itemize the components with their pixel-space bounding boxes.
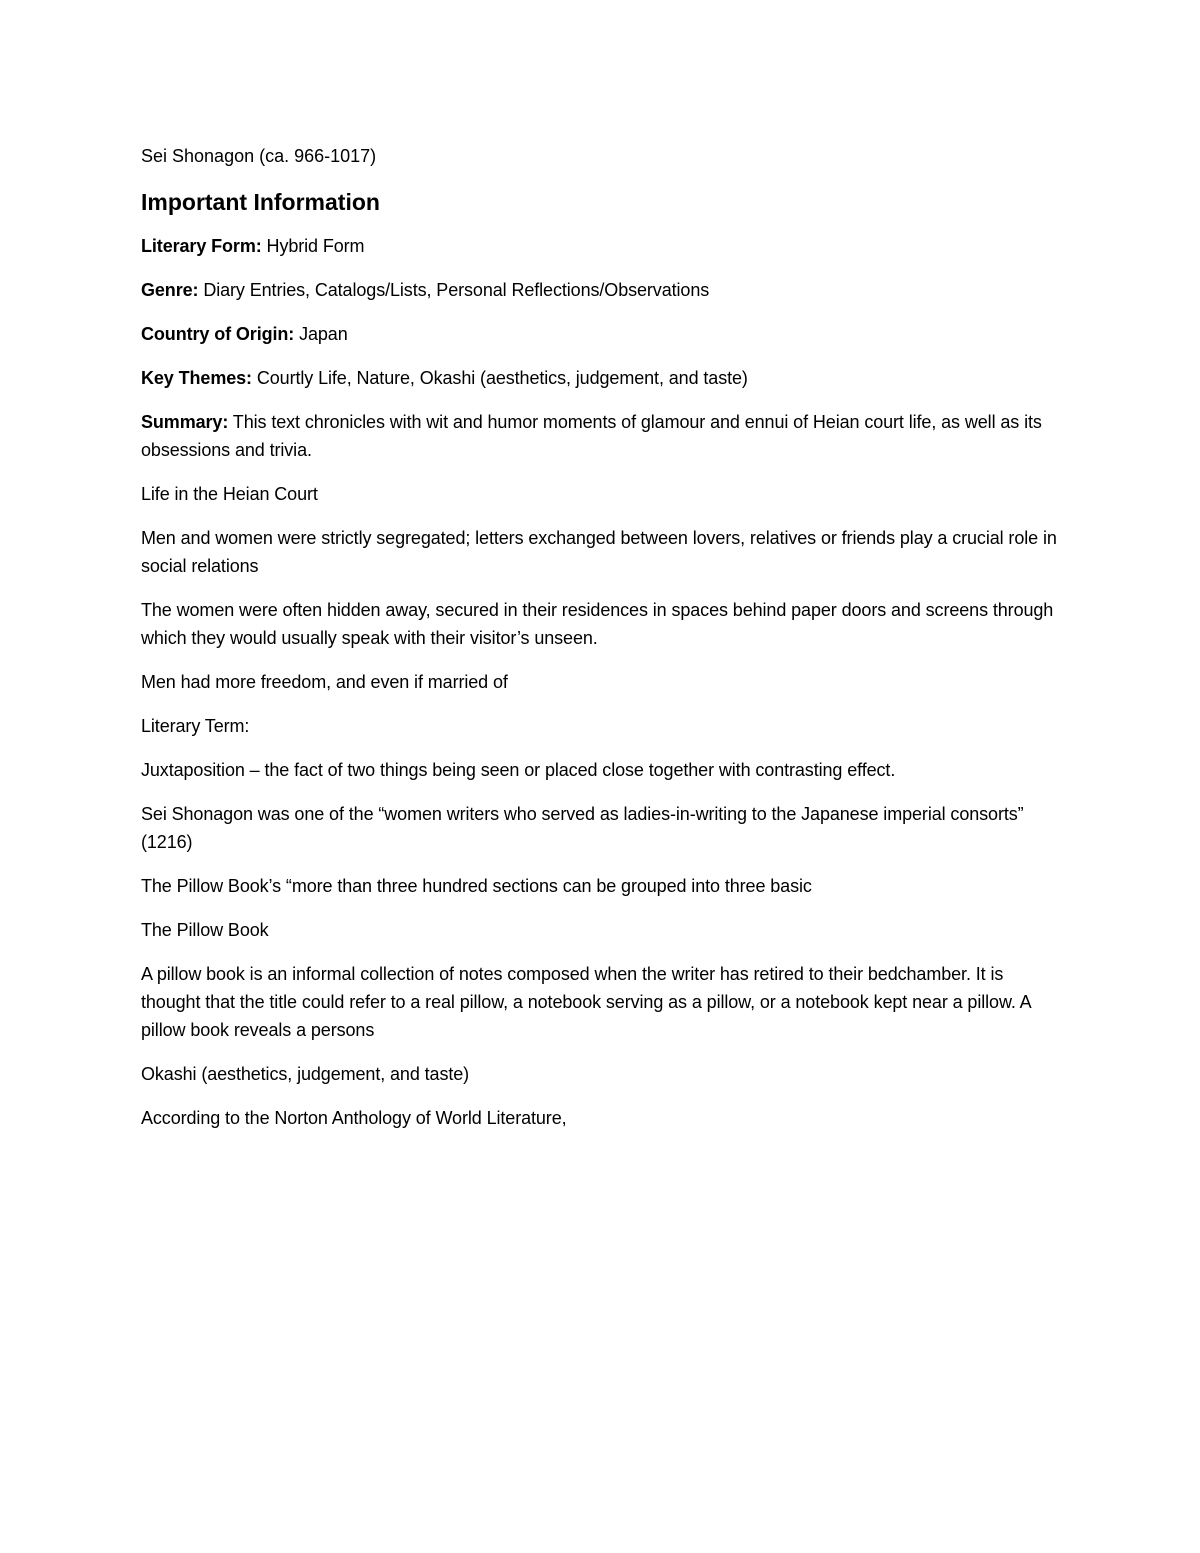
document-title: Sei Shonagon (ca. 966-1017) — [141, 146, 377, 166]
field-value: Courtly Life, Nature, Okashi (aesthetics, judgement, and taste) — [251, 368, 748, 388]
field-label: Genre: — [141, 280, 199, 300]
paragraph-heian-court-heading: Life in the Heian Court — [141, 484, 318, 504]
field-label: Summary: — [141, 412, 229, 432]
paragraph-juxtaposition: Juxtaposition – the fact of two things being seen or placed close together with contrasting effect. — [141, 760, 896, 780]
field-label: Literary Form: — [141, 236, 262, 256]
paragraph-men-freedom: Men had more freedom, and even if married of — [141, 672, 508, 692]
field-value: Japan — [294, 324, 348, 344]
field-key-themes — [141, 364, 1061, 392]
field-value: This text chronicles with wit and humor moments of glamour and ennui of Heian court life, as well as its obsessions and trivia. — [141, 412, 1042, 460]
paragraph-women-writers: Sei Shonagon was one of the “women writers who served as ladies-in-writing to the Japanese imperial consorts” (1216) — [141, 804, 1024, 852]
field-literary-form — [141, 232, 1061, 260]
paragraph-pillow-book-sections: The Pillow Book’s “more than three hundred sections can be grouped into three basic — [141, 876, 812, 896]
paragraph-pillow-book-definition: A pillow book is an informal collection of notes composed when the writer has retired to their bedchamber. It is thought that the title could refer to a real pillow, a notebook serving as a pillow, or a notebook kept near a pillow. A pillow book reveals a persons — [141, 964, 1031, 1040]
paragraph-literary-term: Literary Term: — [141, 716, 250, 736]
section-heading: Important Information — [141, 189, 380, 215]
field-value: Hybrid Form — [261, 236, 365, 256]
document-body — [141, 142, 1061, 1148]
paragraph-women-hidden: The women were often hidden away, secured in their residences in spaces behind paper doors and screens through which they would usually speak with their visitor’s unseen. — [141, 600, 1054, 648]
field-country-of-origin — [141, 320, 1061, 348]
paragraph-norton-anthology: According to the Norton Anthology of World Literature, — [141, 1108, 567, 1128]
paragraph-okashi: Okashi (aesthetics, judgement, and taste) — [141, 1064, 470, 1084]
field-label: Key Themes: — [141, 368, 252, 388]
field-label: Country of Origin: — [141, 324, 295, 344]
paragraph-pillow-book-heading: The Pillow Book — [141, 920, 269, 940]
paragraph-segregation: Men and women were strictly segregated; letters exchanged between lovers, relatives or friends play a crucial role in social relations — [141, 528, 1057, 576]
field-genre — [141, 276, 1061, 304]
field-summary — [141, 408, 1061, 464]
field-value: Diary Entries, Catalogs/Lists, Personal Reflections/Observations — [198, 280, 710, 300]
